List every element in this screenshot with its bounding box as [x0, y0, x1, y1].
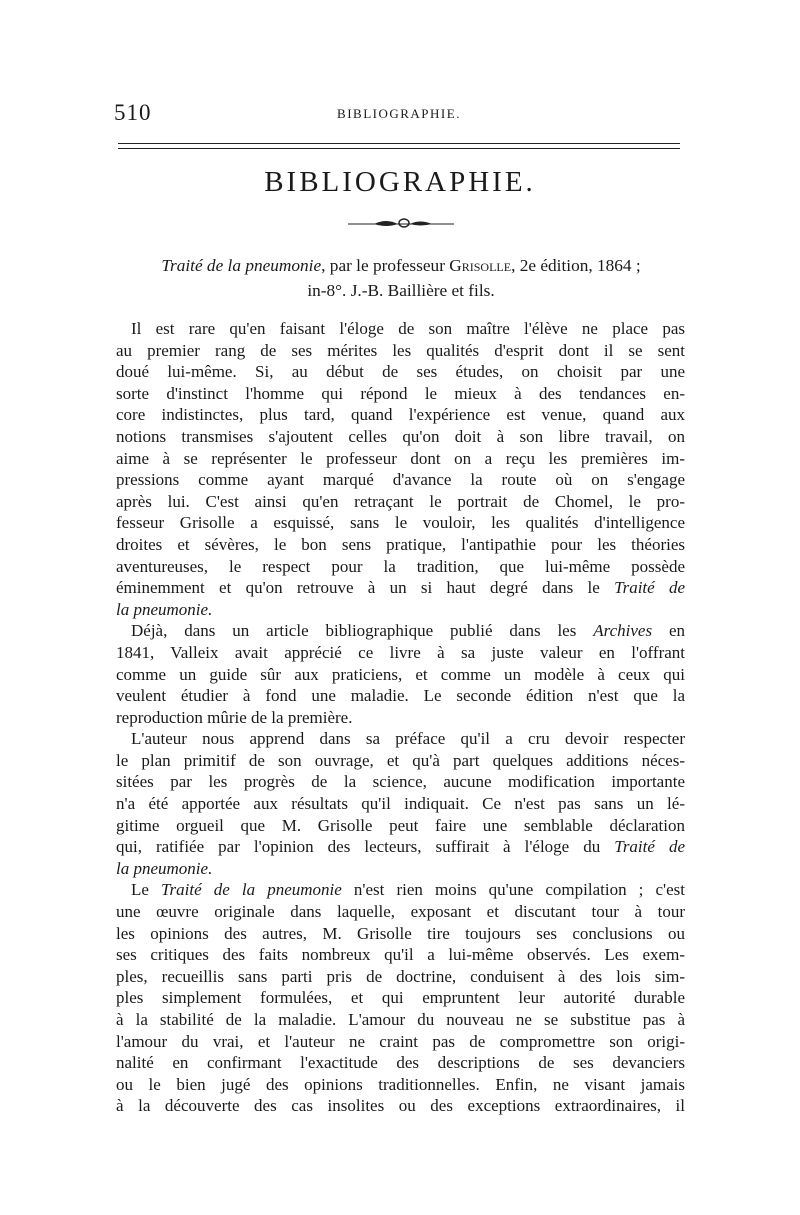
text-line: aventureuses, le respect pour la tradition, que lui-même possède	[116, 556, 685, 576]
text-line: après lui. C'est ainsi qu'en retraçant le portrait de Chomel, le pro-	[116, 491, 685, 511]
section-title: BIBLIOGRAPHIE.	[264, 166, 536, 198]
text-line: veulent étudier à fond une maladie. Le seconde édition n'est que la	[116, 686, 685, 706]
text-line: 1841, Valleix avait apprécié ce livre à sa juste valeur en l'offrant	[116, 642, 685, 662]
text-line: Il est rare qu'en faisant l'éloge de son maître l'élève ne place pas	[131, 319, 685, 338]
body-text	[116, 318, 685, 1117]
italic-title-segment: Traité de	[614, 578, 686, 598]
text-line: à la stabilité de la maladie. L'amour du nouveau ne se substitue pas à	[116, 1010, 685, 1029]
text-line	[116, 620, 685, 642]
text-line: doué lui-même. Si, au début de ses études, on choisit par une	[116, 362, 685, 382]
text-line	[116, 858, 685, 880]
text-line: comme un guide sûr aux praticiens, et comme un modèle à ceux qui	[116, 664, 685, 684]
text-line: droites et sévères, le bon sens pratique, l'antipathie pour les théories	[116, 534, 685, 554]
italic-title-segment: la pneumonie.	[116, 858, 213, 878]
ornament-divider-icon	[346, 216, 456, 230]
text-line: gitime orgueil que M. Grisolle peut faire une semblable déclaration	[116, 815, 685, 835]
text-line: aime à se représenter le professeur dont on a reçu les premières im-	[116, 448, 685, 468]
text-segment: Déjà, dans un article bibliographique publié dans les	[131, 621, 594, 641]
text-line: l'amour du vrai, et l'auteur ne craint pas de compromettre son origi-	[116, 1031, 685, 1051]
citation-edition: , 2e édition, 1864 ;	[511, 256, 641, 275]
text-line: ses critiques des faits nombreux qu'il a lui-même observés. Les exem-	[116, 945, 685, 965]
text-line: ou le bien jugé des opinions traditionnelles. Enfin, ne visant jamais	[116, 1074, 685, 1094]
text-line: sitées par les progrès de la science, aucune modification importante	[116, 772, 685, 792]
text-segment: Le	[131, 880, 162, 900]
running-title: BIBLIOGRAPHIE.	[337, 106, 461, 121]
text-line: pressions comme ayant marqué d'avance la route où on s'engage	[116, 470, 685, 490]
text-line: sorte d'instinct l'homme qui répond le mieux à des tendances en-	[116, 383, 685, 403]
page-number: 510	[114, 100, 152, 125]
citation-work-title: Traité de la pneumonie	[161, 256, 322, 275]
text-segment: qui, ratifiée par l'opinion des lecteurs, suffirait à l'éloge du	[116, 837, 615, 857]
text-line	[116, 836, 685, 858]
text-line: à la découverte des cas insolites ou des exceptions extraordinaires, il	[116, 1096, 685, 1116]
text-segment: n'est rien moins qu'une compilation ; c'est	[341, 880, 685, 900]
text-line	[116, 577, 685, 599]
citation	[116, 253, 686, 303]
text-line: ples, recueillis sans parti pris de doctrine, conduisent à des lois sim-	[116, 966, 685, 986]
text-line: L'auteur nous apprend dans sa préface qu'il a cru devoir respecter	[131, 729, 685, 749]
text-line: au premier rang de ses mérites les qualités d'esprit dont il se sent	[116, 340, 685, 360]
text-line: nalité en confirmant l'exactitude des descriptions de ses devanciers	[116, 1053, 685, 1073]
text-line: les opinions des autres, M. Grisolle tire toujours ses conclusions ou	[116, 923, 685, 943]
italic-journal-segment: Archives	[593, 621, 653, 641]
text-segment: en	[652, 621, 686, 641]
italic-title-segment: la pneumonie.	[116, 599, 213, 619]
double-rule-divider	[118, 143, 680, 149]
text-line: notions transmises s'ajoutent celles qu'on doit à son libre travail, on	[116, 426, 685, 446]
citation-line-1	[116, 253, 686, 278]
text-line: reproduction mûrie de la première.	[116, 707, 353, 727]
citation-by: , par le professeur	[321, 256, 450, 275]
text-line	[116, 879, 685, 901]
text-line: ples simplement formulées, et qui empruntent leur autorité durable	[116, 988, 685, 1008]
text-line: n'a été apportée aux résultats qu'il indiquait. Ce n'est pas sans un lé-	[116, 794, 685, 814]
citation-line-2: in-8°. J.-B. Baillière et fils.	[307, 281, 495, 300]
italic-title-segment: Traité de	[614, 837, 685, 857]
text-line: le plan primitif de son ouvrage, et qu'à part quelques additions néces-	[116, 750, 685, 770]
text-segment: éminemment et qu'on retrouve à un si haut degré dans le	[116, 578, 615, 598]
text-line: une œuvre originale dans laquelle, exposant et discutant tour à tour	[116, 902, 685, 922]
running-head	[114, 100, 684, 128]
text-line: core indistinctes, plus tard, quand l'expérience est venue, quand aux	[116, 405, 685, 425]
text-line	[116, 599, 685, 621]
italic-title-segment: Traité de la pneumonie	[161, 880, 342, 900]
text-line: fesseur Grisolle a esquissé, sans le vouloir, les qualités d'intelligence	[116, 513, 685, 533]
citation-author: Grisolle	[449, 256, 512, 275]
